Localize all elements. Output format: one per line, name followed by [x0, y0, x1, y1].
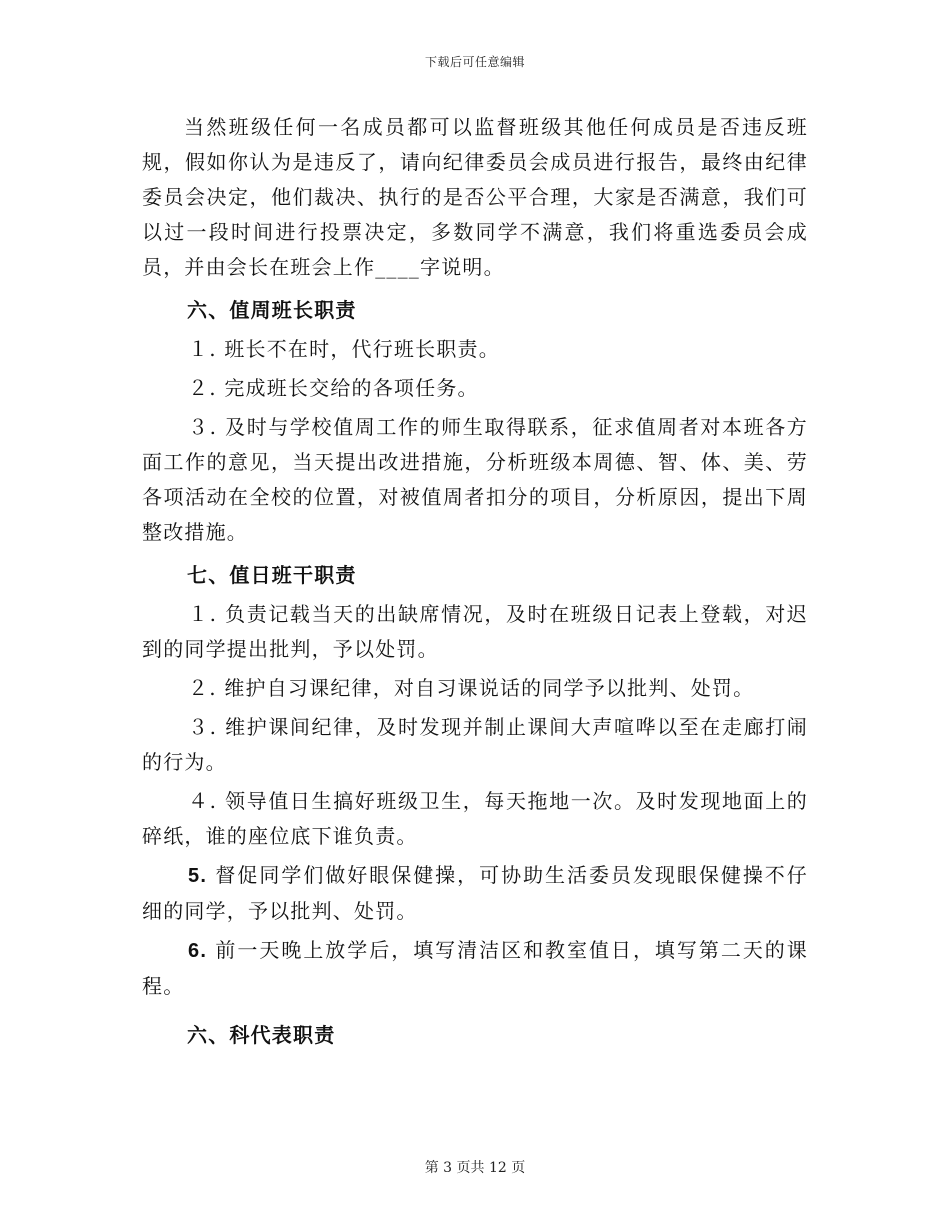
list-item: [142, 858, 808, 929]
list-item: １. 负责记载当天的出缺席情况，及时在班级日记表上登载，对迟到的同学提出批判，予以处罚。: [142, 602, 808, 661]
section-heading-duty-day-cadre: 七、值日班干职责: [187, 563, 357, 587]
intro-paragraph: 当然班级任何一名成员都可以监督班级其他任何成员是否违反班规，假如你认为是违反了，请向纪律委员会成员进行报告，最终由纪律委员会决定，他们裁决、执行的是否公平合理，大家是否满意，我们可以过一段时间进行投票决定，多数同学不满意，我们将重选委员会成员，并由会长在班会上作____字说明。: [142, 115, 808, 279]
list-item: ４. 领导值日生搞好班级卫生，每天拖地一次。及时发现地面上的碎纸，谁的座位底下谁负责。: [142, 789, 808, 848]
list-item-number: 6.: [188, 940, 208, 962]
section-heading-duty-week-monitor: 六、值周班长职责: [187, 298, 357, 322]
list-item: ２. 完成班长交给的各项任务。: [188, 376, 479, 400]
list-item: １. 班长不在时，代行班长职责。: [188, 337, 500, 361]
list-item: ３. 及时与学校值周工作的师生取得联系，征求值周者对本班各方面工作的意见，当天提出改进措施，分析班级本周德、智、体、美、劳各项活动在全校的位置，对被值周者扣分的项目，分析原因，提出下周整改措施。: [142, 415, 808, 544]
list-item: ３. 维护课间纪律，及时发现并制止课间大声喧哗以至在走廊打闹的行为。: [142, 715, 808, 774]
list-item: [142, 933, 808, 1004]
list-item-text: 前一天晚上放学后，填写清洁区和教室值日，填写第二天的课程。: [142, 938, 808, 998]
section-heading-subject-rep: 六、科代表职责: [187, 1023, 336, 1047]
list-item-number: 5.: [188, 865, 208, 887]
page-footer: 第 3 页共 12 页: [424, 1160, 526, 1176]
list-item: ２. 维护自习课纪律，对自习课说话的同学予以批判、处罚。: [188, 676, 755, 700]
page-header: 下载后可任意编辑: [424, 55, 525, 69]
document-body: [142, 110, 808, 1056]
list-item-text: 督促同学们做好眼保健操，可协助生活委员发现眼保健操不仔细的同学，予以批判、处罚。: [142, 863, 808, 923]
